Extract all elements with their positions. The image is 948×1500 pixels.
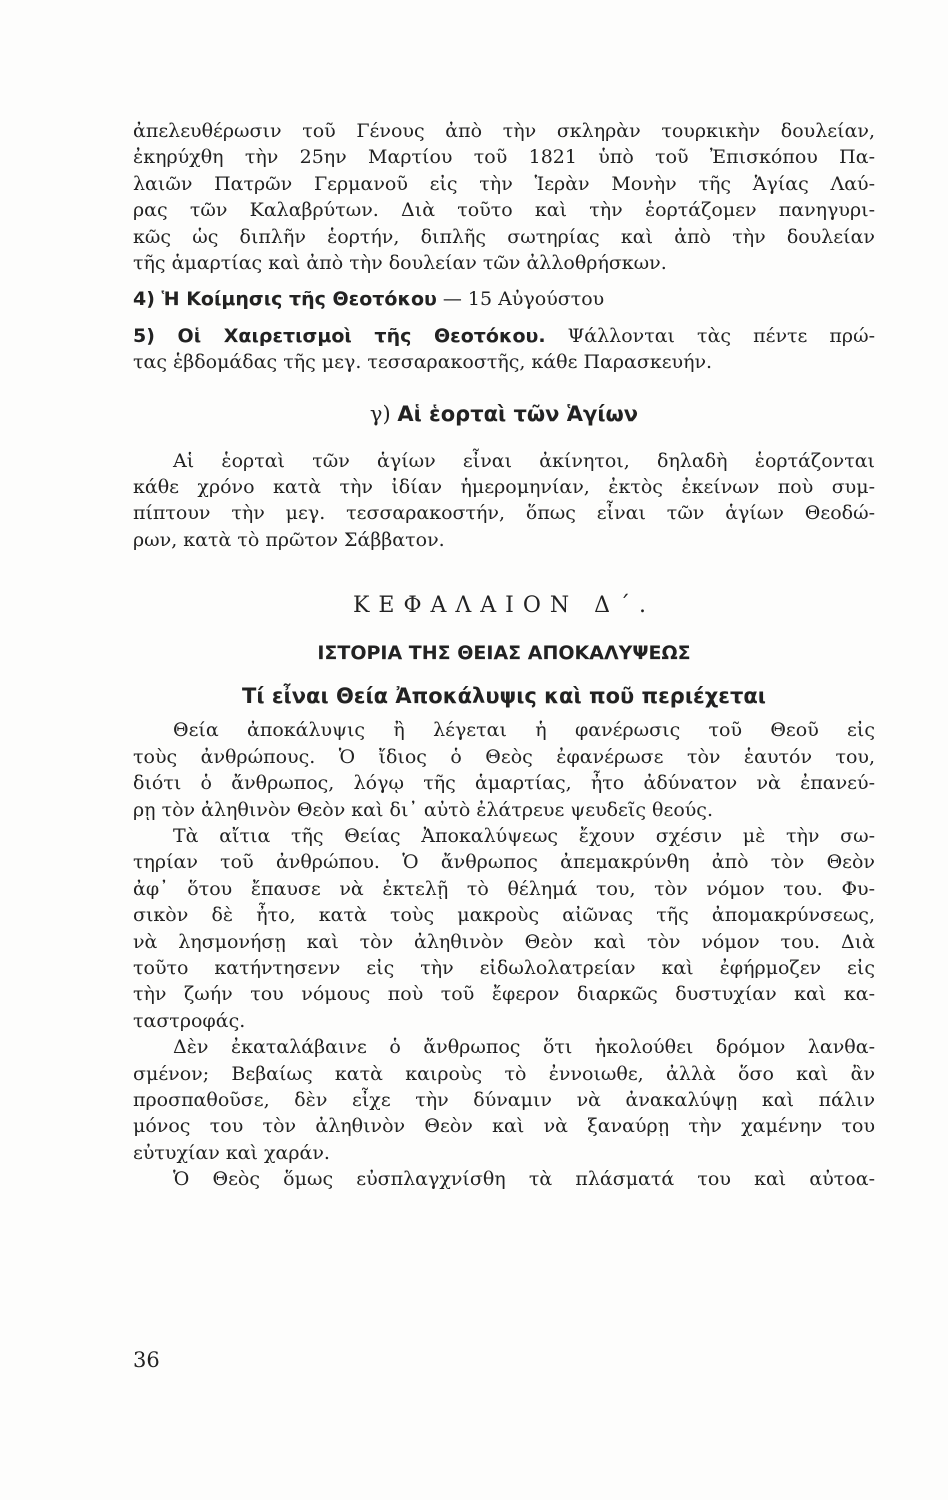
text-line: τοῦτο κατήντησενν εἰς τὴν εἰδωλολατρείαν καὶ ἐφήρμοζεν εἰς — [133, 956, 875, 979]
list-item-text: — 15 Αὐγούστου — [436, 288, 605, 311]
list-item-line — [133, 323, 875, 349]
text-line: διότι ὁ ἄνθρωπος, λόγῳ τῆς ἁμαρτίας, ἦτο ἀδύνατον νὰ ἐπανεύ- — [133, 772, 875, 795]
text-line: κῶς ὡς διπλῆν ἑορτήν, διπλῆς σωτηρίας καὶ ἀπὸ τὴν δουλείαν — [133, 225, 875, 248]
paragraph-2 — [133, 823, 875, 1034]
list-item-text: Ψάλλονται τὰς πέντε πρώ- — [545, 324, 875, 347]
list-item-5 — [133, 323, 875, 376]
paragraph-3 — [133, 1034, 875, 1166]
text-line: νὰ λησμονήσῃ καὶ τὸν ἀληθινὸν Θεὸν καὶ τὸν νόμον του. Διὰ — [133, 930, 875, 953]
text-line: σικὸν δὲ ἦτο, κατὰ τοὺς μακροὺς αἰῶνας τῆς ἀπομακρύνσεως, — [133, 904, 875, 927]
subtitle: Τί εἶναι Θεία Ἀποκάλυψις καὶ ποῦ περιέχεται — [242, 684, 766, 709]
saints-paragraph — [133, 448, 875, 554]
text-line: ρῃ τὸν ἀληθινὸν Θεὸν καὶ δι᾽ αὐτὸ ἐλάτρευε ψευδεῖς θεούς. — [133, 798, 713, 821]
list-item-label: 5) Οἱ Χαιρετισμοὶ τῆς Θεοτόκου. — [133, 324, 546, 347]
list-item-4 — [133, 286, 875, 312]
text-line: Δὲν ἐκαταλάβαινε ὁ ἄνθρωπος ὅτι ἠκολούθει δρόμον λανθα- — [173, 1036, 875, 1059]
section-title: ΙΣΤΟΡΙΑ ΤΗΣ ΘΕΙΑΣ ΑΠΟΚΑΛΥΨΕΩΣ — [317, 642, 691, 665]
text-line: τὴν ζωήν του νόμους ποὺ τοῦ ἔφερον διαρκῶς δυστυχίαν καὶ κα- — [133, 983, 875, 1006]
text-line: Αἱ ἑορταὶ τῶν ἁγίων εἶναι ἀκίνητοι, δηλαδὴ ἑορτάζονται — [173, 449, 875, 472]
text-line: τηρίαν τοῦ ἀνθρώπου. Ὁ ἄνθρωπος ἀπεμακρύνθη ἀπὸ τὸν Θεὸν — [133, 851, 875, 874]
text-line: πίπτουν τὴν μεγ. τεσσαρακοστήν, ὅπως εἶναι τῶν ἁγίων Θεοδώ- — [133, 502, 875, 525]
section-heading-saints — [133, 400, 875, 428]
text-line: προσπαθοῦσε, δὲν εἶχε τὴν δύναμιν νὰ ἀνακαλύψῃ καὶ πάλιν — [133, 1088, 875, 1111]
text-line: ἀπελευθέρωσιν τοῦ Γένους ἀπὸ τὴν σκληρὰν τουρκικὴν δουλείαν, — [133, 120, 875, 142]
text-line: ἀφ᾽ ὅτου ἔπαυσε νὰ ἐκτελῇ τὸ θέλημά του, τὸν νόμον του. Φυ- — [133, 877, 875, 900]
text-line: ρων, κατὰ τὸ πρῶτον Σάββατον. — [133, 528, 445, 551]
paragraph-1 — [133, 717, 875, 823]
text-line: Θεία ἀποκάλυψις ἢ λέγεται ἡ φανέρωσις τοῦ Θεοῦ εἰς — [173, 719, 875, 742]
page-number: 36 — [133, 1348, 160, 1372]
list-item-label: 4) Ἡ Κοίμησις τῆς Θεοτόκου — [133, 288, 437, 311]
text-line: τῆς ἁμαρτίας καὶ ἀπὸ τὴν δουλείαν τῶν ἀλλοθρήσκων. — [133, 252, 667, 275]
text-line: μόνος του τὸν ἀληθινὸν Θεὸν καὶ νὰ ξαναύρῃ τὴν χαμένην του — [133, 1115, 875, 1138]
list-item-line — [133, 286, 875, 312]
text-line: τοὺς ἀνθρώπους. Ὁ ἴδιος ὁ Θεὸς ἐφανέρωσε τὸν ἑαυτόν του, — [133, 745, 875, 768]
text-line: τας ἑβδομάδας τῆς μεγ. τεσσαρακοστῆς, κάθε Παρασκευήν. — [133, 351, 713, 374]
intro-paragraph — [133, 118, 875, 276]
heading-prefix: γ) — [369, 401, 398, 426]
text-line: ταστροφάς. — [133, 1009, 246, 1032]
heading-title: Αἱ ἑορταὶ τῶν Ἁγίων — [397, 401, 639, 426]
text-line: Ὁ Θεὸς ὅμως εὐσπλαγχνίσθη τὰ πλάσματά του καὶ αὐτοα- — [173, 1168, 875, 1191]
text-line: ἐκηρύχθη τὴν 25ην Μαρτίου τοῦ 1821 ὑπὸ τοῦ Ἐπισκόπου Πα- — [133, 146, 875, 169]
text-line: ρας τῶν Καλαβρύτων. Διὰ τοῦτο καὶ τὴν ἑορτάζομεν πανηγυρι- — [133, 199, 875, 222]
text-line: σμένον; Βεβαίως κατὰ καιροὺς τὸ ἐννοιωθε, ἀλλὰ ὅσο καὶ ἂν — [133, 1062, 875, 1085]
text-line: εὐτυχίαν καὶ χαράν. — [133, 1141, 330, 1164]
text-line: Τὰ αἴτια τῆς Θείας Ἀποκαλύψεως ἔχουν σχέσιν μὲ τὴν σω- — [173, 824, 875, 847]
text-line: λαιῶν Πατρῶν Γερμανοῦ εἰς τὴν Ἱερὰν Μονὴν τῆς Ἁγίας Λαύ- — [133, 172, 875, 195]
paragraph-4 — [133, 1166, 875, 1192]
text-column — [133, 118, 875, 1193]
chapter-heading: ΚΕΦΑΛΑΙΟΝ Δ΄. — [352, 593, 656, 619]
text-line: κάθε χρόνο κατὰ τὴν ἰδίαν ἡμερομηνίαν, ἐκτὸς ἐκείνων ποὺ συμ- — [133, 476, 875, 499]
